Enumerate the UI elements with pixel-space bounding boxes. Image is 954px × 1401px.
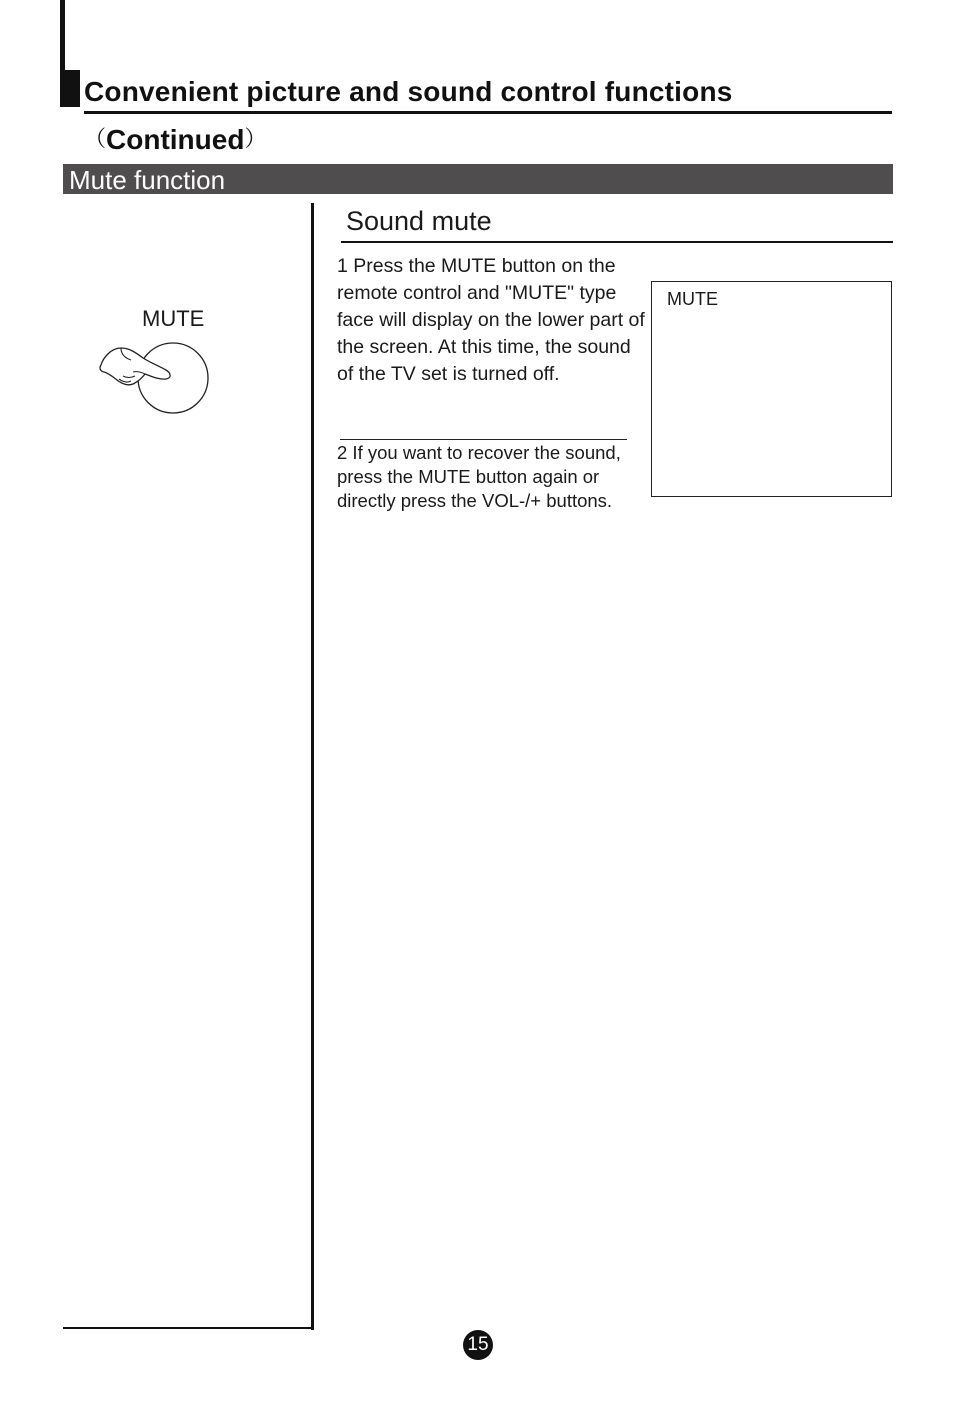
subtitle-close-paren: ） xyxy=(244,126,267,151)
bottom-rule xyxy=(63,1327,314,1329)
tv-screen-mute-text: MUTE xyxy=(667,289,718,309)
section-subheading: Sound mute xyxy=(346,206,492,236)
tv-screen-illustration xyxy=(651,281,892,497)
mute-button-label: MUTE xyxy=(142,306,205,331)
hand-pressing-button-icon xyxy=(95,338,215,418)
instruction-step-2: 2 If you want to recover the sound, press the MUTE button again or directly press the VOL-/+ buttons. xyxy=(337,442,621,511)
page-number: 15 xyxy=(463,1330,493,1360)
section-title: Mute function xyxy=(69,165,226,195)
title-underline xyxy=(84,111,892,114)
page-title: Convenient picture and sound control functions xyxy=(84,76,733,107)
subtitle-word: Continued xyxy=(106,124,245,155)
subheading-underline xyxy=(341,241,893,243)
title-marker-block xyxy=(60,70,80,107)
step-divider xyxy=(340,439,627,440)
page-subtitle xyxy=(84,122,266,156)
instruction-step-1: 1 Press the MUTE button on the remote control and "MUTE" type face will display on the lower part of the screen. At this time, the sound of the TV set is turned off. xyxy=(337,255,645,385)
subtitle-open-paren: （ xyxy=(84,126,107,151)
column-divider xyxy=(311,203,314,1330)
